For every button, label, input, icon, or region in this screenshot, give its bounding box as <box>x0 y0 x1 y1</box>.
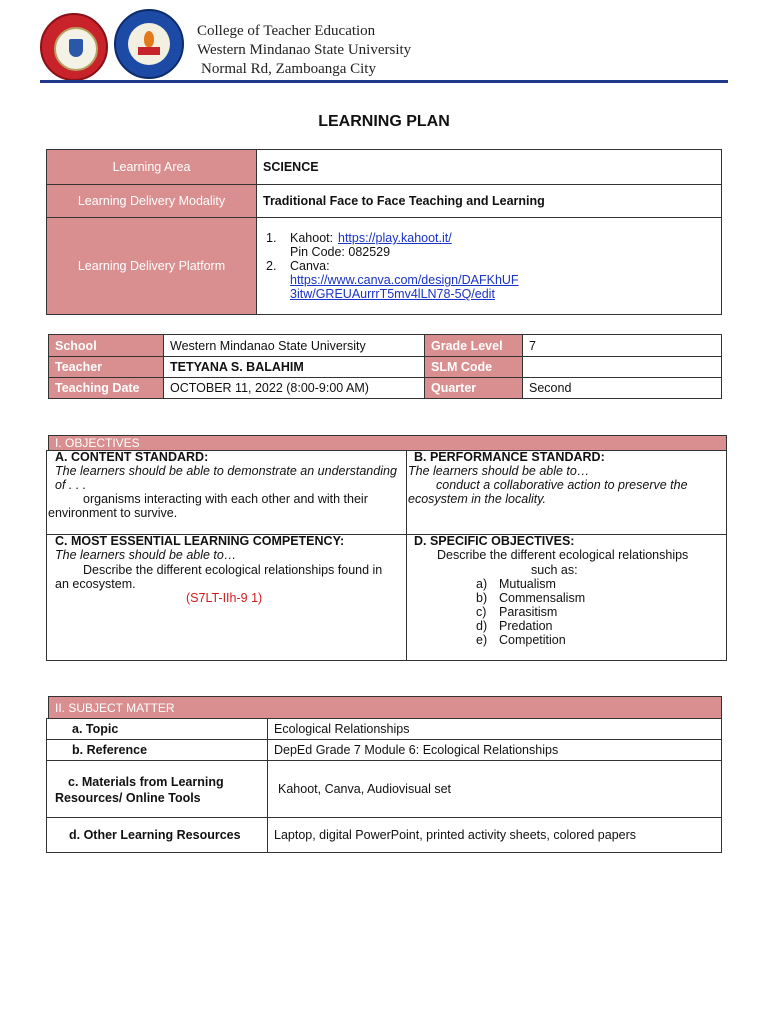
teaching-date-label: Teaching Date <box>48 377 164 399</box>
learning-area-value: SCIENCE <box>256 149 722 185</box>
relationship-item: Competition <box>499 633 566 647</box>
canva-label: Canva: <box>290 259 330 273</box>
address: Normal Rd, Zamboanga City <box>201 61 376 77</box>
modality-value: Traditional Face to Face Teaching and Learning <box>256 184 722 218</box>
platform-value <box>256 217 722 315</box>
relationship-item: Commensalism <box>499 591 586 605</box>
page-title: LEARNING PLAN <box>318 113 450 130</box>
performance-standard-title: B. PERFORMANCE STANDARD: <box>414 450 605 464</box>
grade-level-value: 7 <box>522 334 722 357</box>
platform-label: Learning Delivery Platform <box>46 217 257 315</box>
list-marker: e) <box>476 633 488 647</box>
list-number: 1. <box>266 231 277 245</box>
performance-standard-text: ecosystem in the locality. <box>408 492 547 506</box>
college-name: College of Teacher Education <box>197 23 376 39</box>
canva-link-cont[interactable]: 3itw/GREUAurrrT5mv4lLN78-5Q/edit <box>290 287 495 301</box>
modality-label: Learning Delivery Modality <box>46 184 257 218</box>
relationship-item: Mutualism <box>499 577 556 591</box>
seal-center <box>54 27 98 71</box>
performance-standard-text: conduct a collaborative action to preserve the <box>436 478 688 492</box>
slm-code-value <box>522 356 722 378</box>
seal-center <box>128 23 170 65</box>
specific-objectives-text: such as: <box>531 563 578 577</box>
slm-code-label: SLM Code <box>424 356 523 378</box>
materials-label: c. Materials from Learning <box>68 775 224 789</box>
school-value: Western Mindanao State University <box>163 334 425 357</box>
list-number: 2. <box>266 259 277 273</box>
torch-flame-icon <box>144 31 154 47</box>
kahoot-link[interactable]: https://play.kahoot.it/ <box>338 231 452 245</box>
content-standard-text: environment to survive. <box>48 506 178 520</box>
content-standard-text: The learners should be able to demonstrate an understanding <box>55 464 397 478</box>
content-standard-title: A. CONTENT STANDARD: <box>55 450 209 464</box>
canva-link[interactable]: https://www.canva.com/design/DAFKhUF <box>290 273 519 287</box>
quarter-label: Quarter <box>424 377 523 399</box>
list-marker: d) <box>476 619 488 633</box>
other-resources-label: d. Other Learning Resources <box>46 817 268 853</box>
competency-text: an ecosystem. <box>55 577 136 591</box>
wmsu-seal-logo <box>40 13 108 81</box>
topic-value: Ecological Relationships <box>267 718 722 740</box>
teaching-date-value: OCTOBER 11, 2022 (8:00-9:00 AM) <box>163 377 425 399</box>
learning-area-label: Learning Area <box>46 149 257 185</box>
specific-objectives-text: Describe the different ecological relationships <box>437 548 689 562</box>
subject-matter-header: II. SUBJECT MATTER <box>48 696 722 719</box>
list-marker: a) <box>476 577 488 591</box>
university-name: Western Mindanao State University <box>197 42 412 58</box>
teacher-value: TETYANA S. BALAHIM <box>163 356 425 378</box>
shield-icon <box>69 39 83 57</box>
book-icon <box>138 47 160 55</box>
topic-label: a. Topic <box>46 718 268 740</box>
competency-text: The learners should be able to… <box>55 548 237 562</box>
competency-title: C. MOST ESSENTIAL LEARNING COMPETENCY: <box>55 534 345 548</box>
list-marker: b) <box>476 591 488 605</box>
list-marker: c) <box>476 605 487 619</box>
relationship-item: Parasitism <box>499 605 558 619</box>
other-resources-value: Laptop, digital PowerPoint, printed activity sheets, colored papers <box>267 817 722 853</box>
quarter-value: Second <box>522 377 722 399</box>
reference-label: b. Reference <box>46 739 268 761</box>
school-label: School <box>48 334 164 357</box>
competency-text: Describe the different ecological relationships found in <box>83 563 383 577</box>
reference-value: DepEd Grade 7 Module 6: Ecological Relationships <box>267 739 722 761</box>
materials-label-cell <box>46 760 268 818</box>
kahoot-label: Kahoot: <box>290 231 334 245</box>
competency-code: (S7LT-IIh-9 1) <box>186 591 263 605</box>
pin-code: Pin Code: 082529 <box>290 245 391 259</box>
performance-standard-text: The learners should be able to… <box>408 464 590 478</box>
header-divider <box>40 80 728 83</box>
content-standard-text: organisms interacting with each other and with their <box>83 492 368 506</box>
cte-seal-logo <box>114 9 184 79</box>
specific-objectives-title: D. SPECIFIC OBJECTIVES: <box>414 534 575 548</box>
grade-level-label: Grade Level <box>424 334 523 357</box>
teacher-label: Teacher <box>48 356 164 378</box>
materials-label: Resources/ Online Tools <box>55 791 201 805</box>
materials-value: Kahoot, Canva, Audiovisual set <box>267 760 722 818</box>
content-standard-text: of . . . <box>55 478 87 492</box>
objectives-header: I. OBJECTIVES <box>48 435 727 451</box>
relationship-item: Predation <box>499 619 553 633</box>
